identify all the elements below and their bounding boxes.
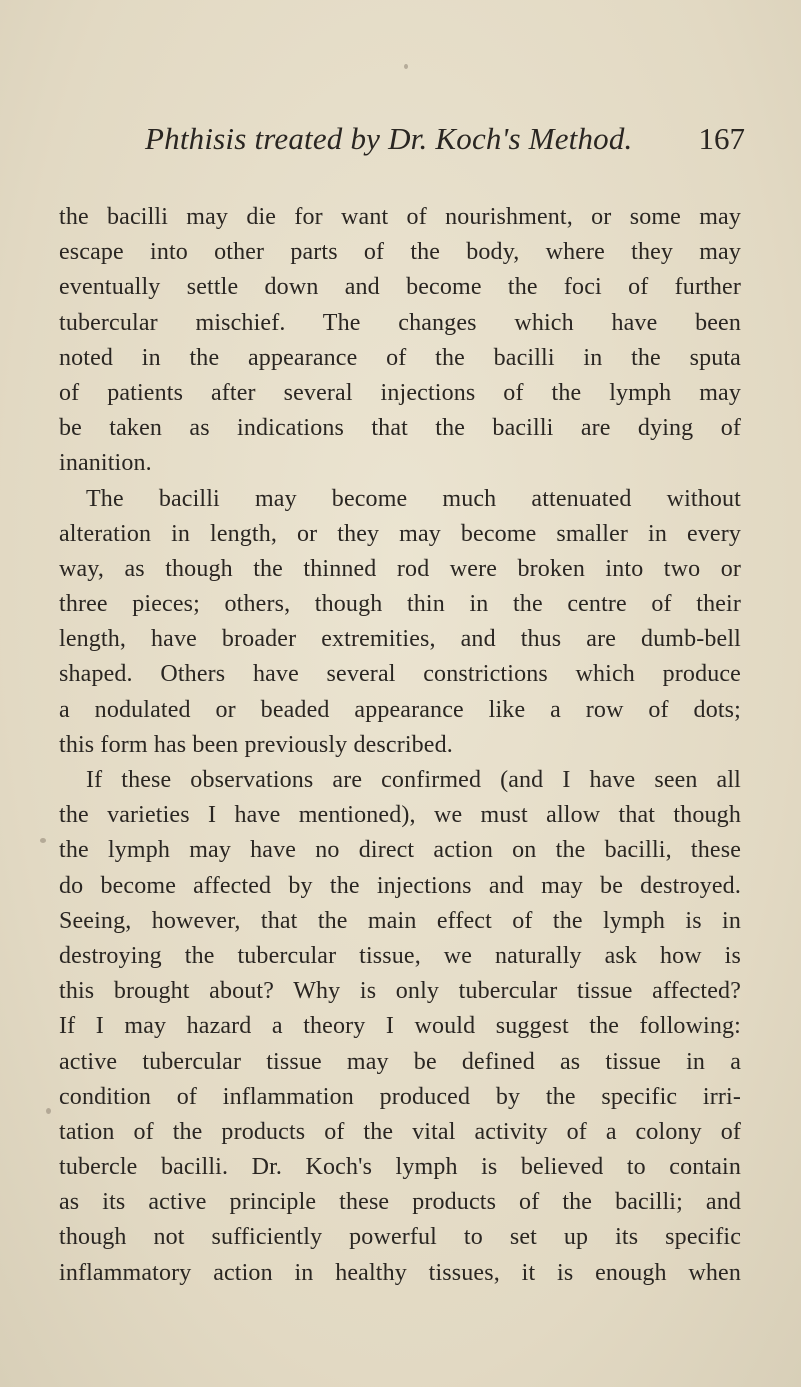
paper-speck [404,64,408,69]
text-line: eventually settle down and become the foci of further [59,274,741,301]
body-text [59,200,741,1291]
text-line: escape into other parts of the body, where they may [59,239,741,266]
text-line: this form has been previously described. [59,731,453,758]
text-line: do become affected by the injections and may be destroyed. [59,872,741,899]
text-line: length, have broader extremities, and thus are dumb-bell [59,626,741,653]
text-line: the bacilli may die for want of nourishment, or some may [59,204,741,230]
text-line: the varieties I have mentioned), we must allow that though [59,802,741,829]
text-line: inanition. [59,450,152,477]
text-line: be taken as indications that the bacilli are dying of [59,415,741,442]
text-line: tubercle bacilli. Dr. Koch's lymph is believed to contain [59,1154,741,1181]
text-line: destroying the tubercular tissue, we naturally ask how is [59,942,741,969]
paragraph-start-line: If these observations are confirmed (and I have seen all [86,767,741,793]
text-line: tubercular mischief. The changes which have been [59,309,741,336]
text-line: condition of inflammation produced by the specific irri- [59,1083,741,1110]
text-line: as its active principle these products of the bacilli; and [59,1189,741,1216]
text-line: of patients after several injections of the lymph may [59,379,741,406]
text-line: shaped. Others have several constrictions which produce [59,661,741,688]
text-line: way, as though the thinned rod were broken into two or [59,555,741,582]
paper-speck [46,1108,51,1114]
paper-speck [40,838,46,843]
text-line: noted in the appearance of the bacilli in the sputa [59,344,741,371]
page-number: 167 [698,121,745,156]
text-line: three pieces; others, though thin in the centre of their [59,591,741,618]
text-line: Seeing, however, that the main effect of the lymph is in [59,907,741,934]
text-line: a nodulated or beaded appearance like a row of dots; [59,696,741,723]
text-line: If I may hazard a theory I would suggest the following: [59,1013,741,1040]
text-line: though not sufficiently powerful to set up its specific [59,1224,741,1251]
text-line: alteration in length, or they may become smaller in every [59,520,741,547]
text-line: inflammatory action in healthy tissues, it is enough when [59,1259,741,1286]
page-header [145,121,745,171]
text-line: active tubercular tissue may be defined as tissue in a [59,1048,741,1075]
text-line: tation of the products of the vital activity of a colony of [59,1118,741,1145]
text-line: the lymph may have no direct action on the bacilli, these [59,837,741,864]
running-title: Phthisis treated by Dr. Koch's Method. [145,121,633,156]
paragraph-start-line: The bacilli may become much attenuated without [86,485,741,512]
text-line: this brought about? Why is only tubercular tissue affected? [59,978,741,1005]
